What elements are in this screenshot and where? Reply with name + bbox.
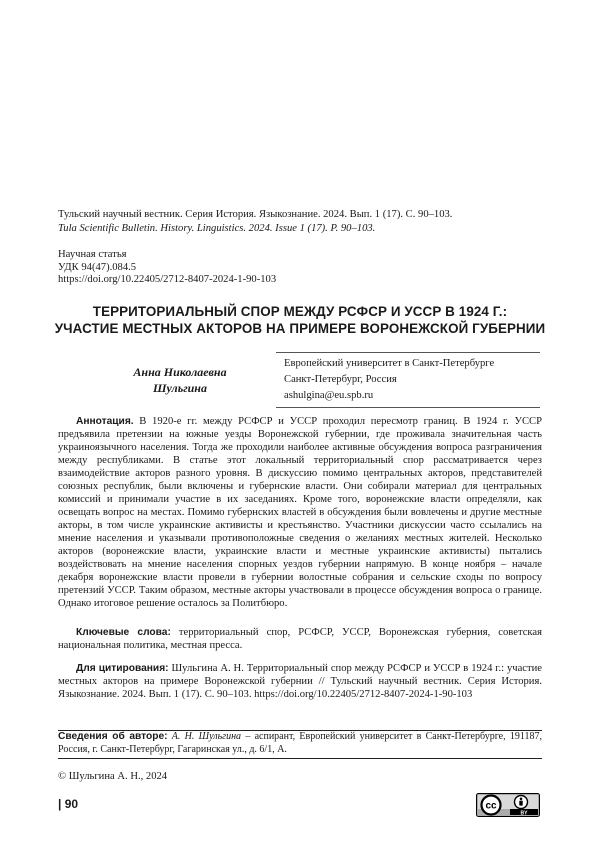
- abstract: [58, 415, 542, 610]
- journal-reference-ru: Тульский научный вестник. Серия История. Языкознание. 2024. Вып. 1 (17). С. 90–103.: [58, 208, 558, 222]
- keywords-label: Ключевые слова:: [76, 627, 171, 638]
- page-number: | 90: [58, 797, 78, 811]
- article-type: Научная статья: [58, 249, 458, 262]
- author-name-line-2: Шульгина: [96, 380, 264, 396]
- citation-label: Для цитирования:: [76, 663, 169, 674]
- author-name: [96, 364, 264, 396]
- doi-link[interactable]: https://doi.org/10.22405/2712-8407-2024-1-90-103: [58, 274, 458, 287]
- title-line-1: ТЕРРИТОРИАЛЬНЫЙ СПОР МЕЖДУ РСФСР И УССР В 1924 Г.:: [40, 303, 560, 320]
- abstract-text: В 1920-е гг. между РСФСР и УССР проходил пересмотр границ. В 1924 г. УССР предъявила претензии на южные уезды Воронежской губернии, где проживала значительная часть украиноязычного населения. Тогда же проходили наиболее активные обсуждения вопроса разграничения между республиками. В статье этот локальный территориальный спор рассматривается через взаимодействие акторов разного уровня. В дискуссию помимо центральных акторов, представителей союзных республик, были включены и губернские власти. Они собирали материал для центральных комиссий и принимали участие в их заседаниях. Кроме того, воронежские власти определяли, как освещать вопрос на местах. Помимо губернских властей в обсуждения были вовлечены и другие местные акторы, в том числе украинские активисты и крестьянство. Участники дискуссии часто ссылались на мнение населения и указывали противоположные сведения о желаниях местных жителей. Несколько акторов (воронежские власти, украинские власти и местные украинские активисты) пытались воздействовать на мнение населения спорных уездов губернии напрямую. В конце ноября – начале декабря воронежские власти провели в губернии волостные собрания и сельские сходы по вопросу претензий УССР. Таким образом, местные акторы участвовали в процессе обсуждения вопроса о границе. Однако итоговое решение осталось за Политбюро.: [58, 416, 542, 609]
- keywords-text: территориальный спор, РСФСР, УССР, Воронежская губерния, советская национальная политика, местная пресса.: [58, 627, 542, 651]
- citation-text: Шульгина А. Н. Территориальный спор между РСФСР и УССР в 1924 г.: участие местных акторов на примере Воронежской губернии // Тульский научный вестник. Серия История. Языкознание. 2024. Вып. 1 (17). С. 90–103. https://doi.org/10.22405/2712-8407-2024-1-90-103: [58, 663, 542, 700]
- author-info-name: А. Н. Шульгина: [172, 731, 241, 742]
- article-page: [0, 0, 600, 848]
- title-line-2: УЧАСТИЕ МЕСТНЫХ АКТОРОВ НА ПРИМЕРЕ ВОРОНЕЖСКОЙ ГУБЕРНИИ: [40, 320, 560, 337]
- citation: [58, 662, 542, 701]
- abstract-label: Аннотация.: [76, 416, 134, 427]
- author-name-line-1: Анна Николаевна: [96, 364, 264, 380]
- article-meta: [58, 249, 458, 287]
- author-info-bottom-rule: [58, 758, 542, 759]
- article-title: [40, 303, 560, 337]
- keywords: [58, 626, 542, 652]
- copyright: © Шульгина А. Н., 2024: [58, 770, 167, 783]
- udk-code: УДК 94(47).084.5: [58, 262, 458, 275]
- author-info: [58, 731, 542, 756]
- author-info-text: – аспирант, Европейский университет в Санкт-Петербурге, 191187, Россия, г. Санкт-Петербург, Гагаринская ул., д. 6/1, А.: [58, 731, 542, 755]
- journal-reference: [58, 208, 558, 236]
- cc-text: cc: [485, 801, 497, 812]
- journal-reference-en: Tula Scientific Bulletin. History. Linguistics. 2024. Issue 1 (17). P. 90–103.: [58, 222, 558, 236]
- author-affiliation: [284, 356, 544, 404]
- author-email[interactable]: ashulgina@eu.spb.ru: [284, 388, 544, 404]
- affiliation-city: Санкт-Петербург, Россия: [284, 372, 544, 388]
- cc-by-icon[interactable]: [476, 793, 540, 817]
- affiliation-top-rule: [276, 352, 540, 353]
- by-text: BY: [521, 811, 529, 817]
- affiliation-name: Европейский университет в Санкт-Петербурге: [284, 356, 544, 372]
- author-info-label: Сведения об авторе:: [58, 731, 168, 742]
- affiliation-bottom-rule: [276, 407, 540, 408]
